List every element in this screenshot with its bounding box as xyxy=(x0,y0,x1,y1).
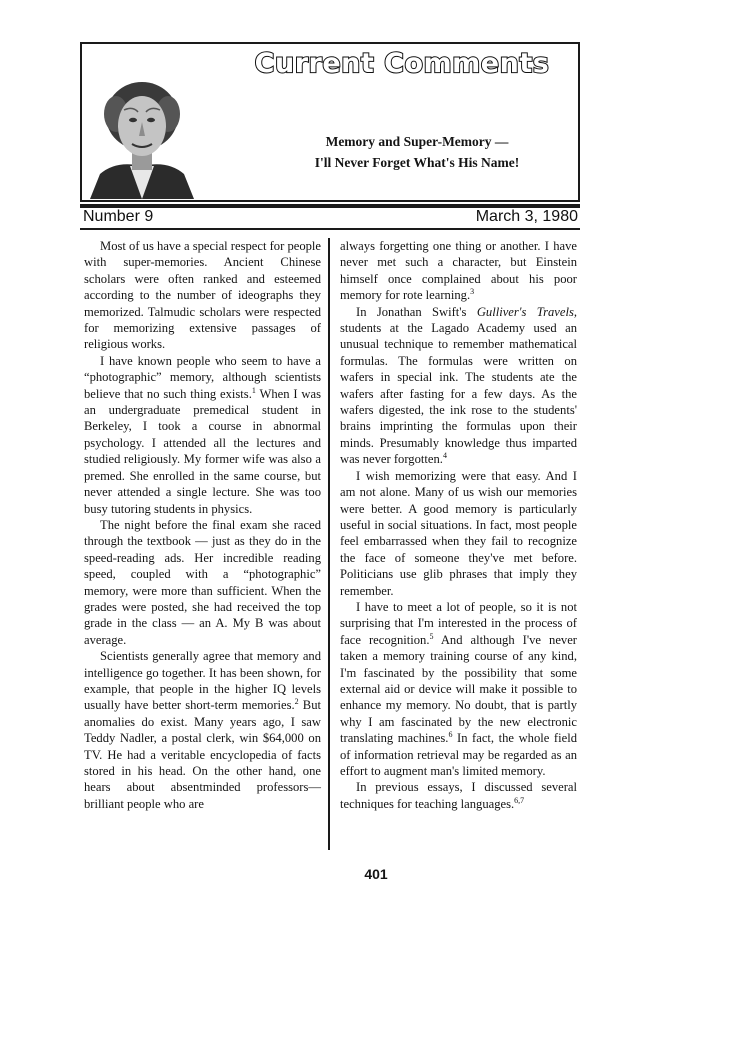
left-column xyxy=(84,238,321,812)
header-box xyxy=(80,42,580,202)
article-title-line1: Memory and Super-Memory — xyxy=(325,134,509,149)
masthead-title: Current Comments xyxy=(254,48,550,79)
paragraph: In previous essays, I discussed several techniques for teaching languages.$^{6,7}$ xyxy=(340,780,577,811)
footnote-ref: 3 xyxy=(470,287,475,297)
paragraph: Most of us have a special respect for people with super-memories. Ancient Chinese scholars were often ranked and esteemed according to the number of ideographs they memorized. Talmudic scholars were respected for memorizing extensive passages of religious works. xyxy=(84,239,322,352)
footnote-ref: 6,7 xyxy=(514,795,525,805)
paragraph: always forgetting one thing or another. I have never met such a character, but Einstein himself once complained about his poor memory for rote learning.$^3$ xyxy=(340,239,577,303)
header-rule-bottom xyxy=(80,228,580,230)
footnote-ref: 2 xyxy=(294,697,299,707)
author-portrait xyxy=(86,74,198,199)
paragraph: I wish memorizing were that easy. And I am not alone. Many of us wish our memories were better. A good memory is particularly useful in social situations. In fact, most people feel embarrassed when they fail to recognize the face of someone they've met before. Politicians use glib phrases that imply they remember. xyxy=(340,468,577,598)
book-title: Gulliver's Travels, xyxy=(476,304,577,319)
paragraph: The night before the final exam she raced through the textbook — just as they do in the speed-reading ads. Her incredible reading speed, coupled with a “photographic” memory, were more than sufficient. When the grades were posted, she had received the top grade in the class — an A. My B was about average. xyxy=(84,517,321,647)
paragraph: Scientists generally agree that memory and intelligence go together. It has been shown, for example, that people in the higher IQ levels usually have better short-term memories.$^2$ But anomalies do exist. Many years ago, I saw Teddy Nadler, a postal clerk, win $64,000 on TV. He had a veritable encyclopedia of facts stored in his head. On the other hand, one hears about absentminded professors—brilliant people who are xyxy=(84,649,321,811)
issue-date: March 3, 1980 xyxy=(475,208,578,225)
footnote-ref: 6 xyxy=(448,730,453,739)
paragraph: I have known people who seem to have a “photographic” memory, although scientists believe that no such thing exists.$^1$ When I was an undergraduate premedical student in Berkeley, I took a course in abnormal psychology. I attended all the lectures and studied religiously. My former wife was also a premed. She enrolled in the same course, but never attended a single lecture. She was too busy tutoring students in physics. xyxy=(84,353,322,516)
footnote-ref: 5 xyxy=(429,631,434,641)
article-title-line2: I'll Never Forget What's His Name! xyxy=(314,155,520,170)
right-column xyxy=(340,238,577,812)
column-divider xyxy=(328,238,330,850)
paragraph: In Jonathan Swift's Gulliver's Travels, students at the Lagado Academy used an unusual technique to remember mathematical formulas. The formulas were written on wafers in special ink. The students ate the wafers after fasting for a few days. As the wafers digested, the ink rose to the students' brains imprinting the formulas upon their minds. Presumably knowledge thus imparted was never forgotten.$^4$ xyxy=(340,304,577,467)
page-number: 401 xyxy=(364,866,388,882)
footnote-ref: 4 xyxy=(442,451,447,461)
paragraph: I have to meet a lot of people, so it is not surprising that I'm interested in the process of face recognition.$^5$ And although I've never taken a memory training course of any kind, I'm fascinated by the possibility that some external aid or device will make it possible to enhance my memory. No doubt, that is partly why I am fascinated by the new electronic translating machines.$^6$ In fact, the whole field of information retrieval may be regarded as an effort to augment man's limited memory. xyxy=(340,599,577,778)
issue-number: Number 9 xyxy=(83,208,154,225)
footnote-ref: 1 xyxy=(251,385,256,395)
